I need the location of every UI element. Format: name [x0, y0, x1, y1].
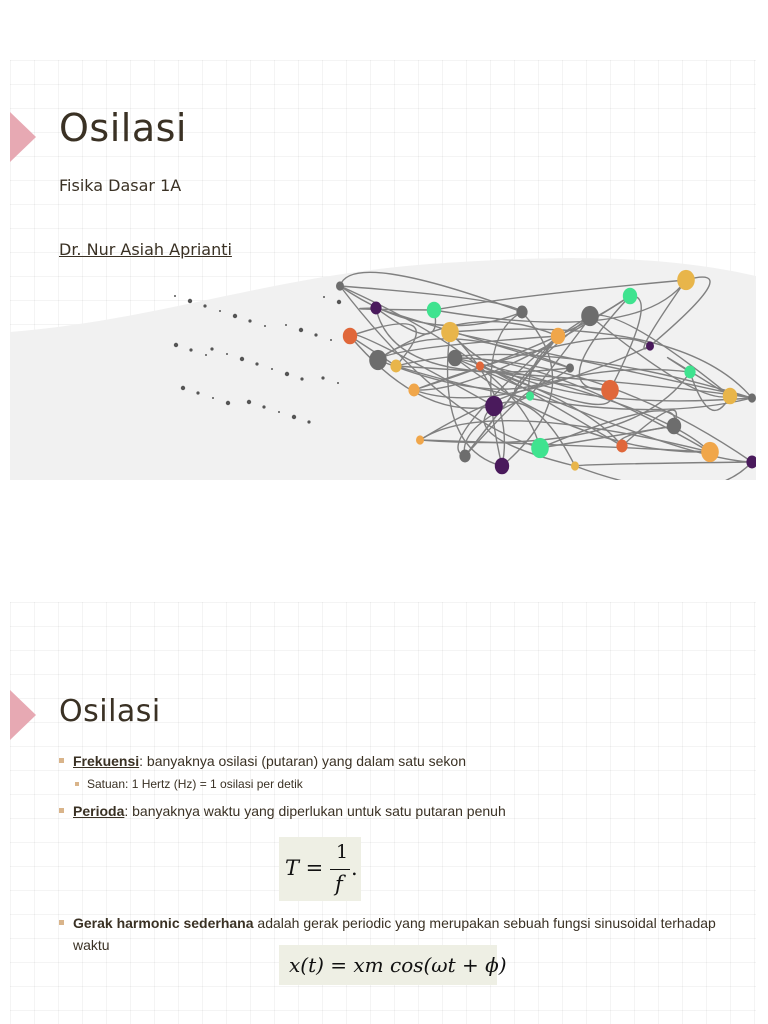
network-node [485, 396, 503, 416]
title-slide [10, 60, 756, 480]
network-node [551, 328, 565, 345]
particle-dot [196, 391, 199, 394]
network-node [526, 391, 534, 400]
network-node [701, 442, 719, 462]
bullet-square-icon [59, 758, 64, 763]
network-node [495, 458, 509, 475]
chevron-accent-icon [10, 112, 36, 162]
particle-dot [188, 299, 192, 303]
network-node [531, 438, 549, 458]
slide-subtitle: Fisika Dasar 1A [59, 176, 182, 195]
particle-dot [337, 300, 341, 304]
particle-dot [285, 324, 287, 326]
network-node [601, 380, 619, 400]
eq-period-dot: . [351, 856, 358, 880]
bullet-square-icon [59, 920, 64, 925]
particle-dot [174, 295, 176, 297]
particle-dot [264, 325, 266, 327]
network-node [343, 328, 357, 345]
sub-bullet-satuan [59, 773, 719, 795]
particle-dot [210, 347, 213, 350]
network-node [370, 302, 381, 315]
particle-dot [248, 319, 251, 322]
network-node [516, 306, 527, 319]
particle-dot [299, 328, 303, 332]
bullet-text: adalah gerak periodic yang merupakan sebuah fungsi sinusoidal terhadap waktu [73, 915, 716, 953]
particle-dot [262, 405, 265, 408]
eq-numerator: 1 [336, 841, 349, 863]
particle-dot [285, 372, 289, 376]
particle-dot [330, 339, 332, 341]
network-illustration [10, 256, 756, 480]
eq-lhs: T = [285, 856, 324, 880]
particle-dot [212, 397, 214, 399]
network-node [646, 341, 654, 350]
network-node [408, 384, 419, 397]
particle-dot [181, 386, 185, 390]
network-node [616, 440, 627, 453]
slide-title: Osilasi [59, 106, 187, 150]
network-node [723, 388, 737, 405]
particle-dot [307, 420, 310, 423]
particle-dot [233, 314, 237, 318]
particle-dot [337, 382, 339, 384]
bullet-square-icon [75, 782, 79, 786]
network-node [416, 435, 424, 444]
network-node [566, 363, 574, 372]
particle-dot [226, 401, 230, 405]
network-node [390, 360, 401, 373]
bullet-frekuensi [59, 750, 719, 772]
bullet-square-icon [59, 808, 64, 813]
author-name: Dr. Nur Asiah Aprianti [59, 240, 232, 259]
network-node [571, 461, 579, 470]
particle-dot [219, 310, 221, 312]
eq-denominator: f [335, 872, 343, 896]
network-node [677, 270, 695, 290]
particle-dot [226, 353, 228, 355]
eq-shm-text: x(t) = xm cos(ωt + ϕ) [289, 953, 507, 977]
particle-dot [314, 333, 317, 336]
fraction-bar [330, 869, 350, 870]
network-node [427, 302, 441, 319]
network-node [748, 393, 756, 402]
particle-dot [247, 400, 251, 404]
term-gerak-harmonic: Gerak harmonic sederhana [73, 915, 254, 931]
network-node [623, 288, 637, 305]
network-node [476, 361, 484, 370]
equation-shm [279, 945, 507, 985]
sub-bullet-text: Satuan: 1 Hertz (Hz) = 1 osilasi per detik [87, 777, 303, 791]
particle-dot [205, 354, 207, 356]
particle-dot [203, 304, 206, 307]
particle-dot [323, 296, 325, 298]
equation-period [279, 837, 361, 901]
particle-dot [271, 368, 273, 370]
particle-dot [189, 348, 192, 351]
particle-dot [321, 376, 324, 379]
chevron-accent-icon [10, 690, 36, 740]
particle-dot [255, 362, 258, 365]
network-node [581, 306, 599, 326]
bullet-text: : banyaknya waktu yang diperlukan untuk satu putaran penuh [124, 803, 506, 819]
network-node [459, 450, 470, 463]
content-slide [10, 602, 756, 1024]
bullet-text: : banyaknya osilasi (putaran) yang dalam satu sekon [139, 753, 466, 769]
term-frekuensi: Frekuensi [73, 753, 140, 769]
slide-title: Osilasi [59, 694, 161, 729]
particle-dot [240, 357, 244, 361]
network-node [369, 350, 387, 370]
network-node [441, 322, 459, 342]
particle-dot [292, 415, 296, 419]
particle-dot [174, 343, 178, 347]
particle-dot [278, 411, 280, 413]
network-node [448, 350, 462, 367]
term-perioda: Perioda [73, 803, 125, 819]
particle-dot [300, 377, 303, 380]
network-node [336, 281, 344, 290]
network-node [684, 366, 695, 379]
network-node [667, 418, 681, 435]
bullet-perioda [59, 800, 719, 822]
